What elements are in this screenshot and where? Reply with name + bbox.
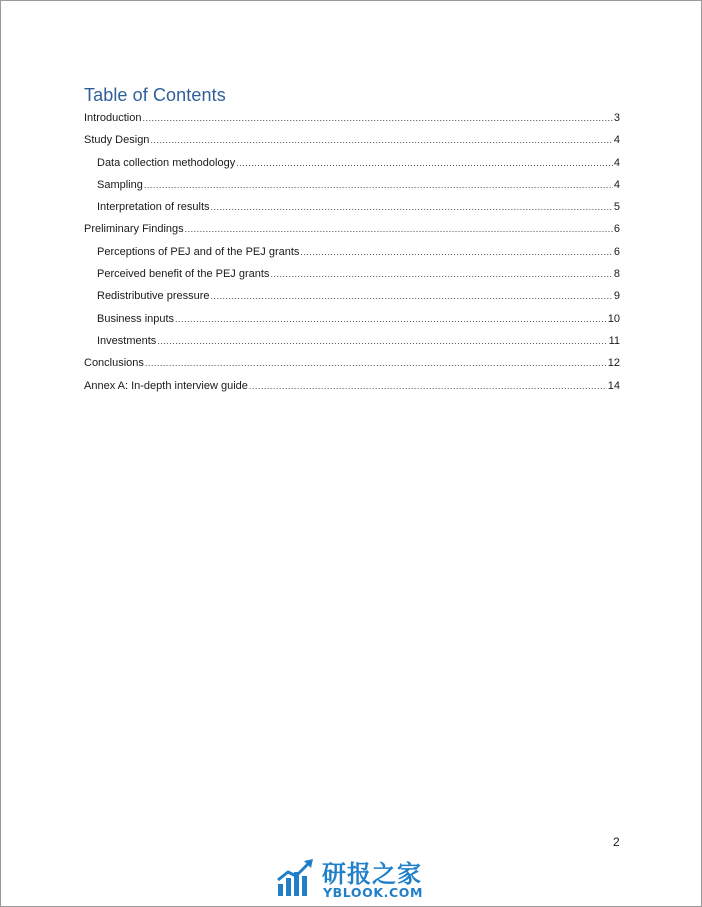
toc-entry-perceptions-of-pej[interactable] — [84, 241, 620, 263]
toc-entry-investments[interactable] — [84, 330, 620, 352]
toc-entry-page: 14 — [607, 379, 620, 392]
toc-entry-page: 6 — [613, 245, 620, 258]
toc-entry-label: Investments — [97, 334, 157, 347]
toc-dot-leader — [150, 129, 612, 151]
toc-dot-leader — [142, 107, 612, 129]
toc-entry-page: 8 — [613, 268, 620, 281]
toc-entry-sampling[interactable] — [84, 174, 620, 196]
watermark-logo — [276, 854, 436, 900]
toc-entry-introduction[interactable] — [84, 107, 620, 129]
toc-dot-leader — [211, 285, 613, 307]
toc-entry-business-inputs[interactable] — [84, 308, 620, 330]
toc-entry-label: Introduction — [84, 112, 142, 124]
toc-entry-page: 10 — [607, 312, 620, 325]
toc-entry-label: Study Design — [84, 134, 150, 147]
table-of-contents — [84, 107, 620, 397]
toc-dot-leader — [270, 263, 612, 285]
toc-entry-page: 12 — [607, 357, 620, 370]
toc-entry-label: Preliminary Findings — [84, 223, 184, 236]
toc-dot-leader — [236, 152, 613, 174]
toc-entry-label: Data collection methodology — [97, 156, 236, 169]
toc-entry-page: 4 — [613, 156, 620, 169]
toc-entry-label: Conclusions — [84, 357, 144, 370]
toc-dot-leader — [249, 375, 607, 397]
toc-entry-label: Business inputs — [97, 312, 175, 325]
toc-entry-page: 6 — [613, 223, 620, 236]
toc-entry-page: 11 — [608, 334, 620, 347]
toc-entry-page: 4 — [613, 134, 620, 147]
toc-entry-redistributive-pressure[interactable] — [84, 285, 620, 307]
toc-dot-leader — [185, 218, 613, 240]
toc-entry-page: 9 — [613, 290, 620, 303]
toc-entry-data-collection-methodology[interactable] — [84, 152, 620, 174]
watermark-brand-cn: 研报之家 — [322, 860, 422, 888]
toc-entry-conclusions[interactable] — [84, 352, 620, 374]
toc-entry-label: Interpretation of results — [97, 201, 210, 214]
toc-entry-study-design[interactable] — [84, 129, 620, 151]
toc-dot-leader — [211, 196, 613, 218]
toc-entry-label: Annex A: In-depth interview guide — [84, 379, 248, 392]
toc-entry-interpretation-of-results[interactable] — [84, 196, 620, 218]
toc-dot-leader — [144, 174, 613, 196]
toc-entry-label: Perceptions of PEJ and of the PEJ grants — [97, 245, 300, 258]
toc-title: Table of Contents — [84, 85, 226, 105]
watermark-brand-en: YBLOOK.COM — [323, 885, 424, 900]
toc-entry-label: Sampling — [97, 178, 143, 191]
toc-entry-annex-a[interactable] — [84, 375, 620, 397]
toc-dot-leader — [157, 330, 607, 352]
toc-dot-leader — [175, 308, 607, 330]
toc-entry-label: Redistributive pressure — [97, 290, 210, 303]
bar-chart-logo-icon — [276, 858, 316, 898]
toc-entry-perceived-benefit[interactable] — [84, 263, 620, 285]
toc-dot-leader — [300, 241, 612, 263]
toc-dot-leader — [145, 352, 607, 374]
toc-entry-label: Perceived benefit of the PEJ grants — [97, 268, 270, 281]
page-number: 2 — [613, 835, 620, 849]
toc-entry-page: 5 — [613, 201, 620, 214]
toc-entry-page: 3 — [613, 112, 620, 124]
toc-entry-preliminary-findings[interactable] — [84, 218, 620, 240]
toc-entry-page: 4 — [613, 178, 620, 191]
